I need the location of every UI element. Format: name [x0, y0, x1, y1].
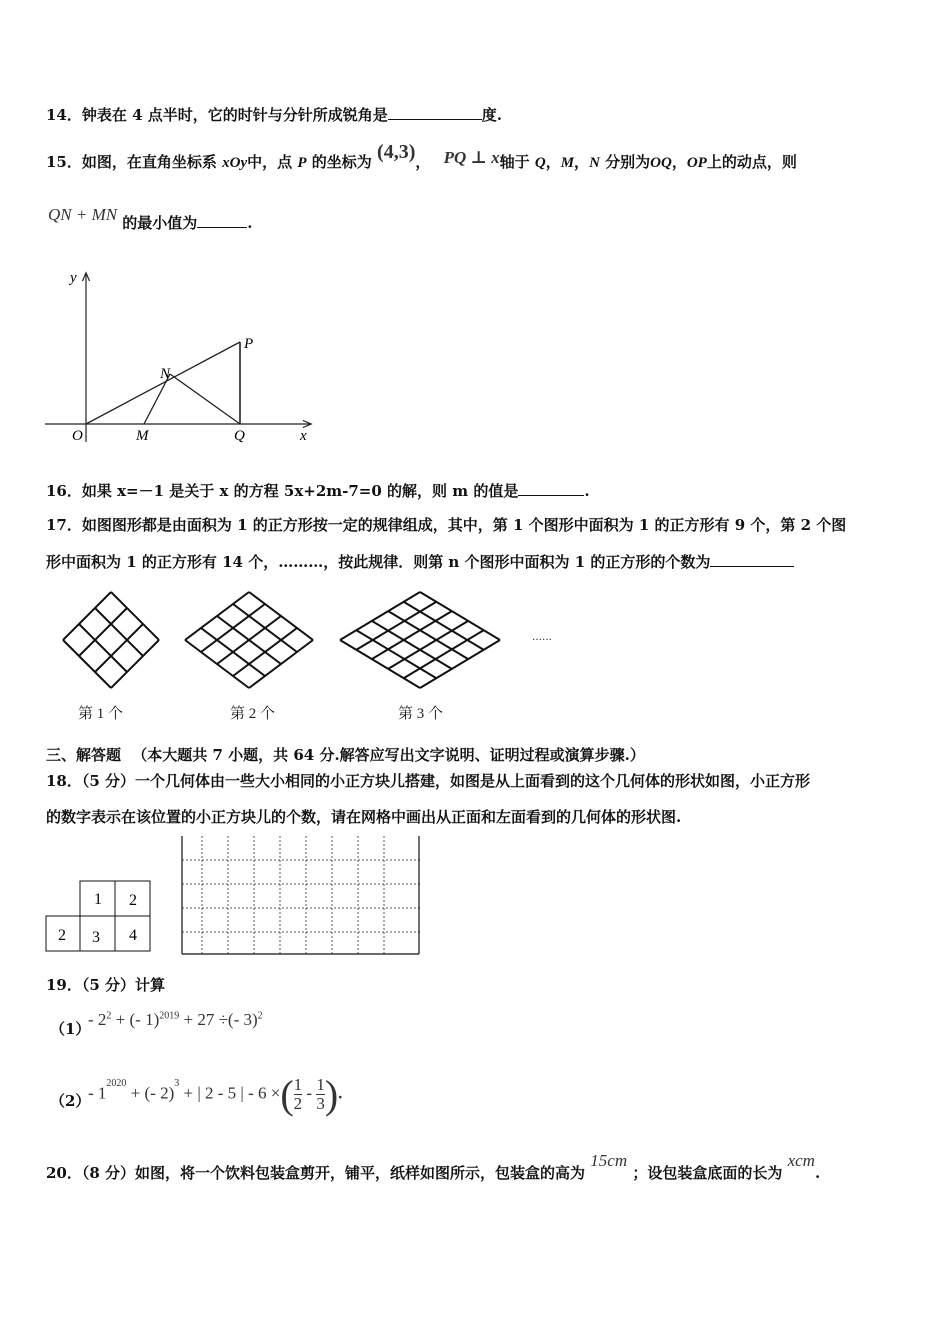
- q15-oq: OQ: [650, 155, 672, 171]
- q17-line2: [46, 551, 794, 572]
- q18-line1: 18．（5 分）一个几何体由一些大小相同的小正方块儿搭建，如图是从上面看到的这个几何体的形状如图，小正方形: [46, 772, 811, 790]
- q15-text: 轴于: [499, 153, 530, 171]
- q15-period: .: [247, 214, 253, 232]
- q20-period: .: [814, 1164, 821, 1182]
- answer-blank: [710, 552, 794, 567]
- q15-point-p: P: [297, 155, 307, 171]
- section-note: （本大题共 7 小题，共 64 分.解答应写出文字说明、证明过程或演算步骤.）: [132, 746, 645, 764]
- q15-coordinate: (4,3): [377, 141, 416, 163]
- answer-blank: [197, 213, 247, 228]
- q15-m: M: [560, 155, 575, 171]
- q14-text: 14．钟表在 4 点半时，它的时针与分针所成锐角是: [46, 106, 388, 124]
- label-o: O: [72, 428, 83, 444]
- label-q: Q: [234, 428, 245, 444]
- section-heading: [46, 744, 645, 765]
- cell-value: 2: [129, 892, 137, 909]
- expr-exp: 2019: [159, 1010, 180, 1022]
- expr-exp: 2: [106, 1010, 112, 1022]
- pattern-figure-2: [185, 592, 313, 688]
- expr-term: - 1: [88, 1083, 107, 1103]
- drawing-grid[interactable]: [180, 836, 424, 958]
- q15-pq-perp: PQ ⊥ x: [443, 148, 500, 167]
- q15-sep: ，: [671, 153, 687, 171]
- fraction-num: 1: [316, 1075, 325, 1095]
- expr-term: + 27 ÷(- 3): [183, 1010, 258, 1029]
- answer-blank: [518, 481, 584, 496]
- q15-sep: ，: [545, 153, 561, 171]
- q15-line2: [48, 205, 253, 233]
- q19-part2-expression: [88, 1066, 343, 1117]
- question-20: [46, 1151, 821, 1183]
- q18-line2: 的数字表示在该位置的小正方块儿的个数，请在网格中画出从正面和左面看到的几何体的形状图.: [46, 808, 682, 826]
- q15-tail: 的最小值为: [122, 214, 198, 232]
- caption-2: 第 2 个: [230, 706, 276, 722]
- expr-minus: -: [306, 1083, 313, 1103]
- expr-period: .: [338, 1083, 343, 1103]
- expr-term: + (- 1): [115, 1010, 160, 1029]
- segment-op: [86, 342, 240, 424]
- q17-line2-text: 形中面积为 1 的正方形有 14 个，………，按此规律．则第 n 个图形中面积为 1 的正方形的个数为: [46, 553, 711, 571]
- q20-length: xcm: [787, 1151, 815, 1170]
- pattern-figure-3: [340, 592, 500, 688]
- cell-value: 1: [94, 891, 102, 908]
- pattern-figure-1: [63, 592, 159, 688]
- q15-expression: QN + MN: [48, 205, 118, 224]
- q15-comma: ，: [415, 153, 431, 171]
- q15-text: 中，点: [247, 153, 293, 171]
- label-p: P: [244, 336, 254, 352]
- answer-blank: [388, 105, 482, 120]
- q19-part2-label: （2）: [50, 1092, 91, 1110]
- expr-term: + | 2 - 5 | - 6 ×: [183, 1083, 281, 1103]
- label-m: M: [136, 428, 149, 444]
- q16-text: 16．如果 x=－1 是关于 x 的方程 5x+2m-7=0 的解，则 m 的值是: [46, 482, 519, 500]
- caption-3: 第 3 个: [398, 706, 444, 722]
- fraction-den: 2: [293, 1094, 303, 1114]
- q19-title: 19．（5 分）计算: [46, 976, 166, 994]
- cell-value: 4: [129, 927, 137, 944]
- expr-term: - 2: [88, 1010, 107, 1029]
- coordinate-figure: [40, 262, 330, 452]
- caption-1: 第 1 个: [78, 706, 124, 722]
- expr-exp: 3: [174, 1078, 180, 1089]
- q15-sep: ，: [574, 153, 590, 171]
- top-view-grid: [44, 878, 156, 954]
- continuation-dots: ……: [532, 632, 552, 643]
- q17-line1: 17．如图图形都是由面积为 1 的正方形按一定的规律组成，其中，第 1 个图形中面积为 1 的正方形有 9 个，第 2 个图: [46, 516, 847, 534]
- cell-value: 2: [58, 927, 66, 944]
- question-14: [46, 104, 502, 125]
- label-y: y: [70, 270, 77, 286]
- q19-part1-label: （1）: [50, 1020, 91, 1038]
- label-n: N: [160, 366, 171, 382]
- q15-n: N: [589, 155, 600, 171]
- q15-text: 的坐标为: [311, 153, 372, 171]
- fraction-2: [316, 1076, 325, 1113]
- q15-text: 上的动点，则: [706, 153, 797, 171]
- fraction-num: 1: [293, 1075, 303, 1095]
- q15-text: 分别为: [605, 153, 651, 171]
- q15-op: OP: [686, 155, 707, 171]
- left-paren: (: [280, 1071, 294, 1117]
- segment-nq: [170, 374, 240, 424]
- q16-period: .: [584, 482, 590, 500]
- section-title: 三、解答题: [46, 746, 122, 764]
- q20-text: 20．（8 分）如图，将一个饮料包装盒剪开，铺平，纸样如图所示，包装盒的高为: [46, 1164, 586, 1182]
- fraction-1: [294, 1076, 303, 1113]
- fraction-den: 3: [316, 1094, 325, 1114]
- label-x: x: [300, 428, 307, 444]
- q14-suffix: 度.: [481, 106, 502, 124]
- cell-value: 3: [92, 929, 100, 946]
- q15-prefix: 15．如图，在直角坐标系: [46, 153, 217, 171]
- right-paren: ): [324, 1071, 339, 1117]
- q15-q: Q: [534, 155, 546, 171]
- q15-xoy: xOy: [222, 155, 248, 171]
- question-15: [46, 141, 797, 173]
- q20-text: ；设包装盒底面的长为: [632, 1164, 783, 1182]
- q19-part1-expression: [88, 1010, 263, 1030]
- expr-exp: 2020: [106, 1078, 127, 1089]
- question-16: [46, 480, 590, 501]
- pattern-figures: [58, 588, 528, 694]
- expr-exp: 2: [257, 1010, 263, 1022]
- q20-height: 15cm: [590, 1151, 628, 1170]
- expr-term: + (- 2): [130, 1083, 175, 1103]
